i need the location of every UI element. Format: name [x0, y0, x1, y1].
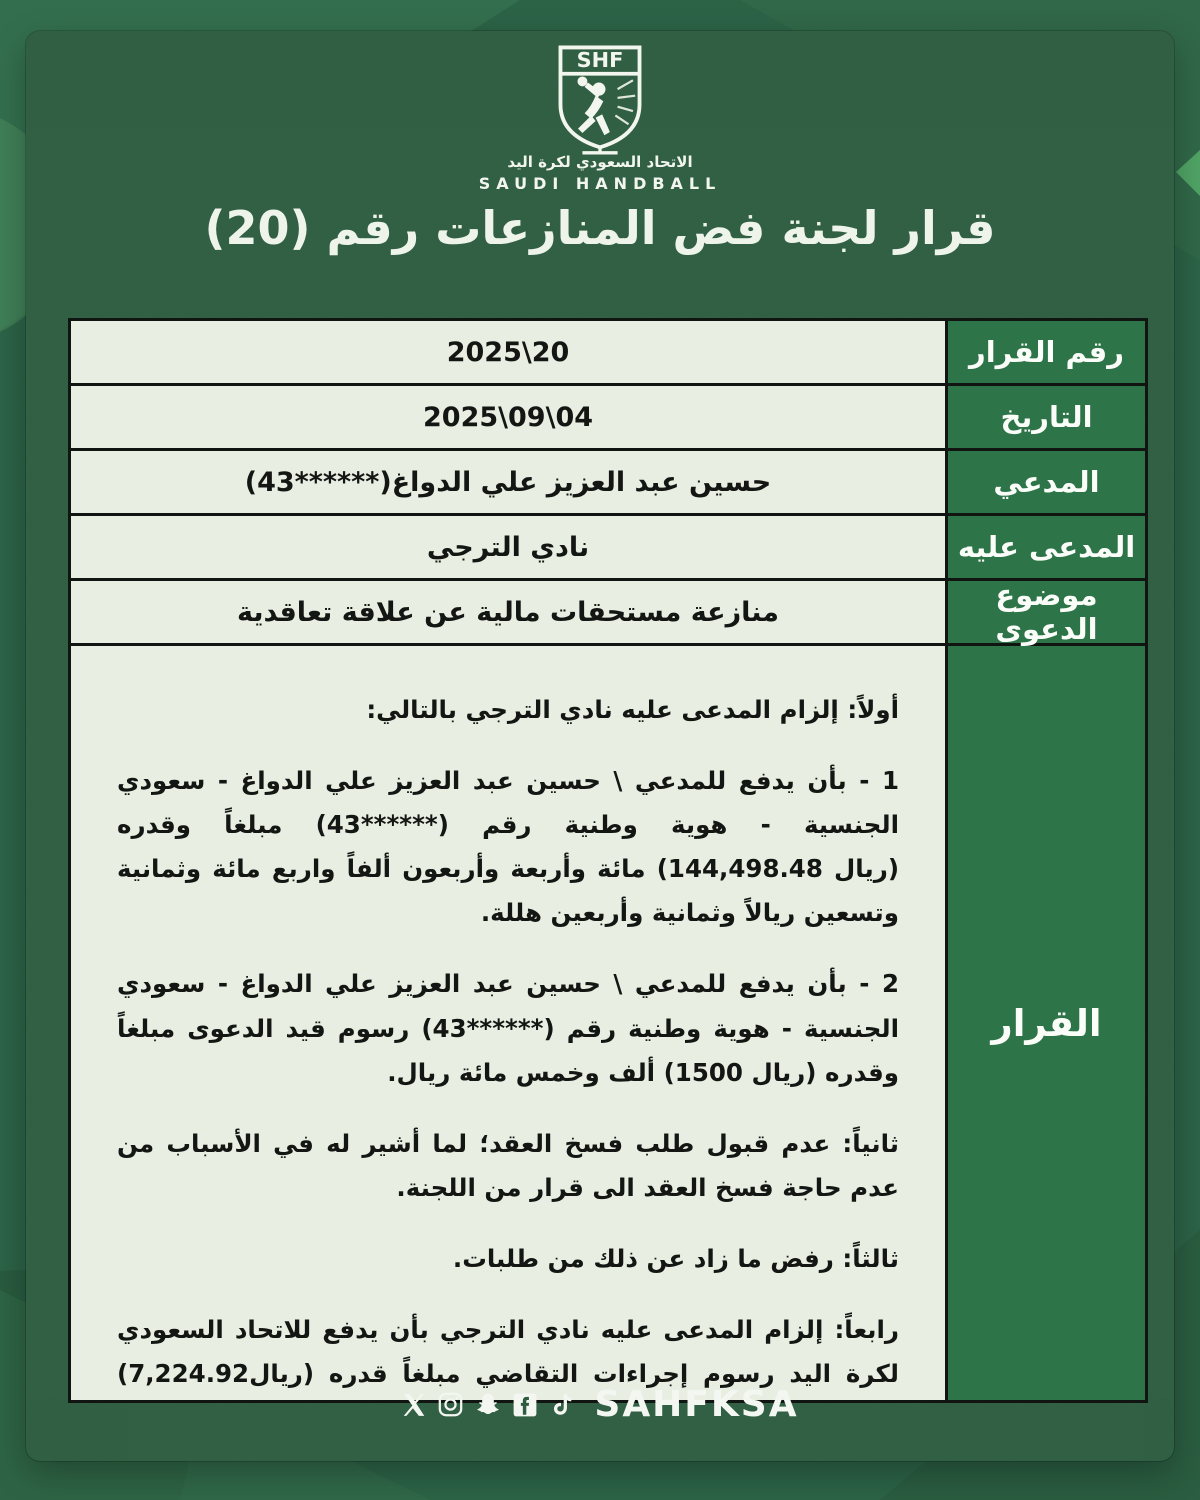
row-value-date: 2025\09\04 [71, 386, 945, 448]
row-value-plaintiff: حسين عبد العزيز علي الدواغ (43******) [71, 451, 945, 513]
instagram-icon [437, 1391, 464, 1418]
decision-card [26, 31, 1174, 1461]
social-handle: SAHFKSA [594, 1384, 799, 1425]
decision-body [71, 646, 945, 1400]
shield-handball-icon [545, 43, 655, 155]
table-row-decision-body [71, 646, 1145, 1400]
table-row-date [71, 386, 1145, 451]
row-label-case-subject: موضوع الدعوى [945, 581, 1145, 643]
row-value-defendant: نادي الترجي [71, 516, 945, 578]
decision-paragraph-item1: 1 - بأن يدفع للمدعي \ حسين عبد العزيز علي الدواغ - سعودي الجنسية - هوية وطنية رقم (43******) مبلغاً وقدره (144,498.48 ريال) مائة وأربعة وأربعون ألفاً واربع مائة وثمانية وتسعين ريالاً وثمانية وأربعين هللة. [117, 766, 900, 928]
federation-logo [26, 43, 1174, 193]
page-title: قرار لجنة فض المنازعات رقم (20) [204, 201, 996, 255]
table-row-decision-number [71, 321, 1145, 386]
decision-paragraph-item2: 2 - بأن يدفع للمدعي \ حسين عبد العزيز علي الدواغ - سعودي الجنسية - هوية وطنية رقم (43******) رسوم قيد الدعوى مبلغاً وقدره (1500 ريال) ألف وخمس مائة ريال. [117, 969, 899, 1087]
row-label-decision: القرار [945, 646, 1145, 1400]
decision-paragraph-third: ثالثاً: رفض ما زاد عن ذلك من طلبات. [452, 1243, 899, 1273]
social-footer [26, 1384, 1174, 1425]
decision-table [68, 318, 1148, 1403]
snapchat-icon [474, 1391, 502, 1419]
row-label-plaintiff: المدعي [945, 451, 1145, 513]
decision-paragraph-fourth: رابعاً: إلزام المدعى عليه نادي الترجي بأن يدفع للاتحاد السعودي لكرة اليد رسوم إجراءات التقاضي مبلغاً قدره (7,224.92ريال) [117, 1315, 899, 1389]
logo-english-name: SAUDI HANDBALL [478, 174, 722, 193]
row-label-defendant: المدعى عليه [945, 516, 1145, 578]
tiktok-icon [548, 1392, 574, 1418]
table-row-case-subject [71, 578, 1145, 646]
decision-paragraph-first: أولاً: إلزام المدعى عليه نادي الترجي بالتالي: [366, 695, 899, 724]
svg-text:SHF: SHF [576, 48, 624, 73]
table-row-defendant [71, 516, 1145, 581]
decision-paragraph-second: ثانياً: عدم قبول طلب فسخ العقد؛ لما أشير له في الأسباب من عدم حاجة فسخ العقد الى قرار من اللجنة. [117, 1128, 899, 1202]
table-row-plaintiff [71, 451, 1145, 516]
row-label-date: التاريخ [945, 386, 1145, 448]
row-value-case-subject: منازعة مستحقات مالية عن علاقة تعاقدية [71, 581, 945, 643]
facebook-icon [512, 1392, 538, 1418]
row-label-decision-number: رقم القرار [945, 321, 1145, 383]
logo-arabic-name: الاتحاد السعودي لكرة اليد [507, 153, 693, 171]
row-value-decision-number: 2025\20 [71, 321, 945, 383]
x-twitter-icon [401, 1392, 427, 1418]
